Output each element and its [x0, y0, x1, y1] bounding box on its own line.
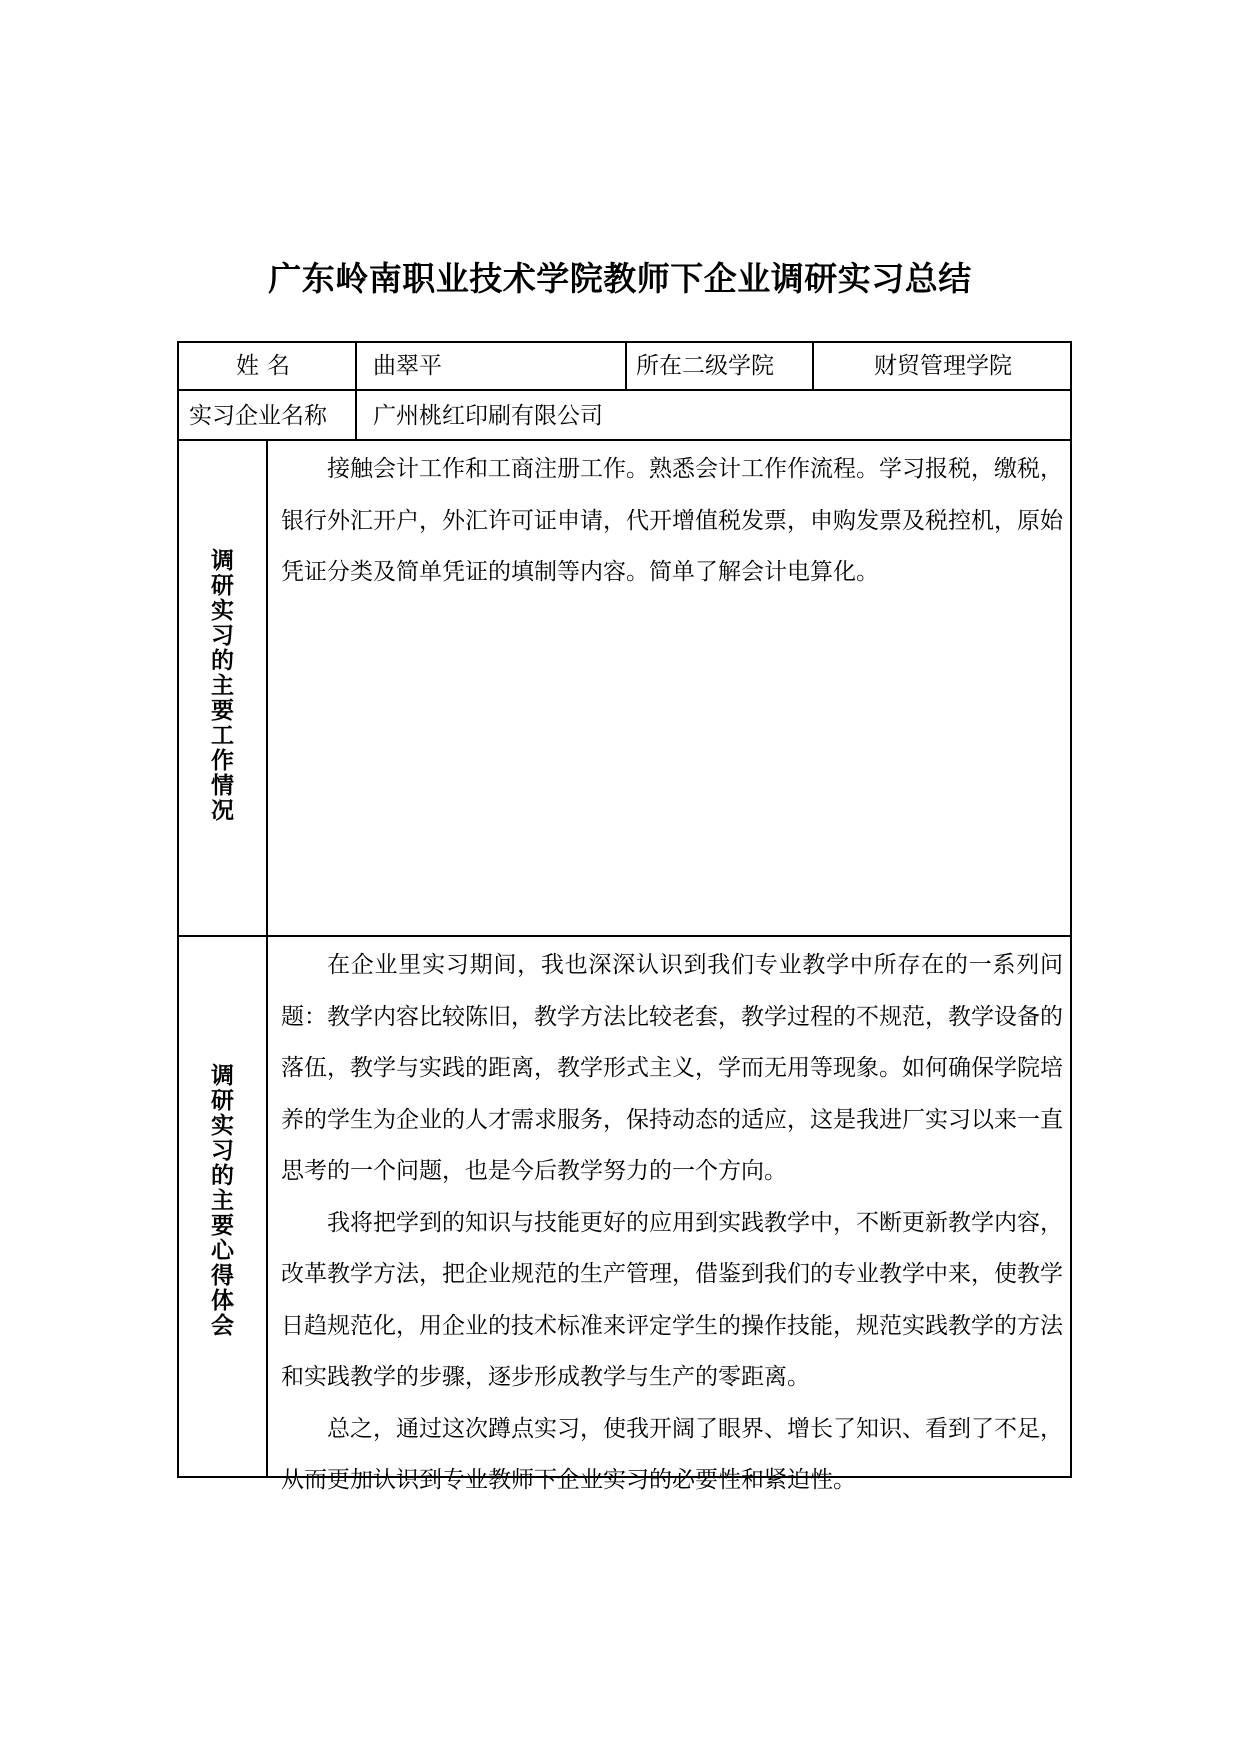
row-divider-2 [177, 439, 1072, 441]
paragraph: 接触会计工作和工商注册工作。熟悉会计工作作流程。学习报税，缴税，银行外汇开户，外汇许可证申请，代开增值税发票，申购发票及税控机，原始凭证分类及简单凭证的填制等内容。简单了解会计电算化。 [281, 456, 1063, 585]
name-value: 曲翠平 [373, 353, 442, 379]
experience-section-text [281, 940, 1063, 1507]
work-section-text [281, 444, 1063, 599]
col-divider-section [266, 439, 268, 1478]
work-section-label [208, 548, 238, 823]
company-label: 实习企业名称 [189, 403, 327, 429]
college-label: 所在二级学院 [636, 353, 774, 379]
vertical-label-text: 调研实习的主要工作情况 [207, 548, 233, 823]
paragraph: 总之，通过这次蹲点实习，使我开阔了眼界、增长了知识、看到了不足，从而更加认识到专业教师下企业实习的必要性和紧迫性。 [281, 1415, 1063, 1493]
row-divider-3 [177, 935, 1072, 937]
vertical-label-text: 调研实习的主要心得体会 [207, 1063, 233, 1338]
col-divider-college-label [625, 341, 627, 391]
experience-section-label [208, 1063, 238, 1338]
paragraph: 我将把学到的知识与技能更好的应用到实践教学中，不断更新教学内容，改革教学方法，把企业规范的生产管理，借鉴到我们的专业教学中来，使教学日趋规范化，用企业的技术标准来评定学生的操作技能，规范实践教学的方法和实践教学的步骤，逐步形成教学与生产的零距离。 [281, 1209, 1063, 1390]
college-value: 财贸管理学院 [874, 353, 1012, 379]
name-label: 姓名 [236, 353, 298, 379]
company-value: 广州桃红印刷有限公司 [373, 403, 603, 429]
paragraph: 在企业里实习期间，我也深深认识到我们专业教学中所存在的一系列问题：教学内容比较陈旧，教学方法比较老套，教学过程的不规范，教学设备的落伍，教学与实践的距离，教学形式主义，学而无用等现象。如何确保学院培养的学生为企业的人才需求服务，保持动态的适应，这是我进厂实习以来一直思考的一个问题，也是今后教学努力的一个方向。 [281, 952, 1063, 1184]
document-title: 广东岭南职业技术学院教师下企业调研实习总结 [268, 259, 972, 298]
